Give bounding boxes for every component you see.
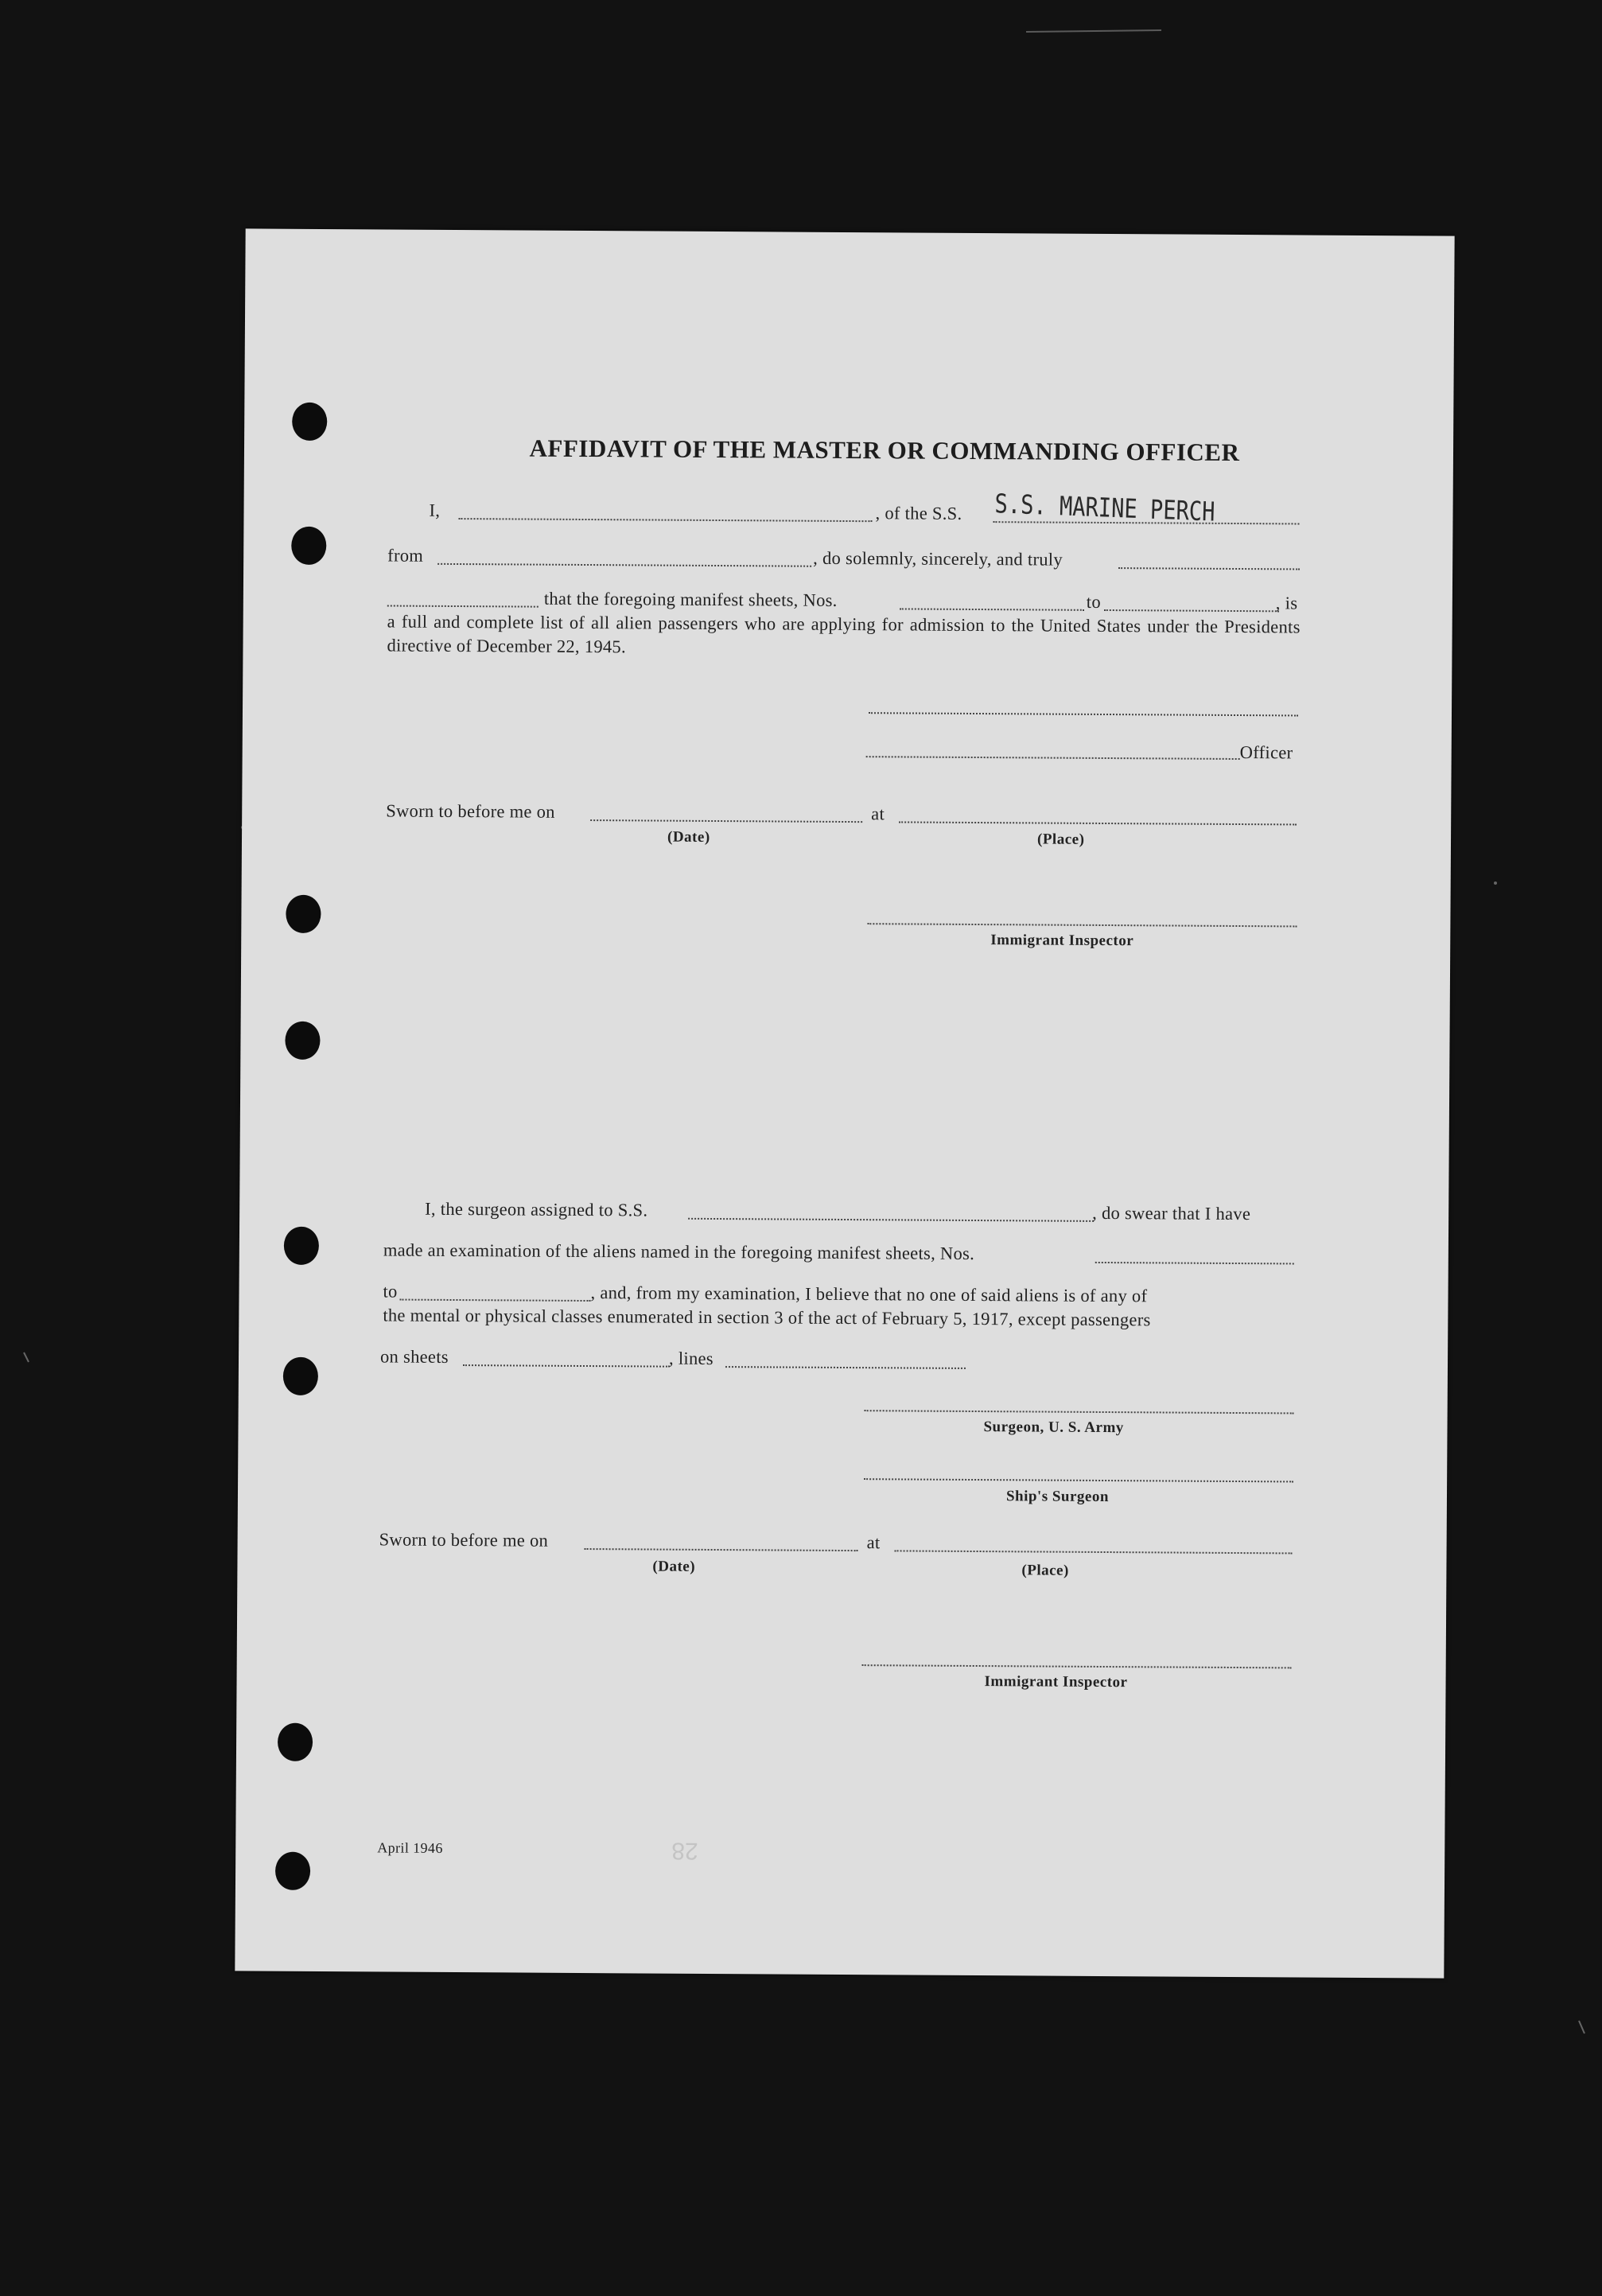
footer-date: April 1946 — [377, 1839, 443, 1856]
surgeon-at-label: at — [866, 1532, 881, 1553]
surgeon-line-1a: I, the surgeon assigned to S.S. — [425, 1198, 648, 1220]
is-label: , is — [1275, 593, 1298, 613]
date-caption: (Date) — [667, 828, 710, 846]
ships-surgeon-signature-field[interactable] — [864, 1478, 1293, 1482]
master-statement: a full and complete list of all alien passengers who are applying for admission to the United States under the Presidents directive of December 22, 1945. — [387, 611, 1301, 657]
oath-continued-field[interactable] — [387, 605, 539, 607]
manifest-label: that the foregoing manifest sheets, Nos. — [543, 588, 838, 610]
surgeon-sworn-place-field[interactable] — [895, 1550, 1293, 1554]
army-surgeon-caption: Surgeon, U. S. Army — [983, 1418, 1124, 1437]
sheets-field[interactable] — [463, 1364, 670, 1368]
surgeon-inspector-caption: Immigrant Inspector — [984, 1673, 1128, 1691]
ships-surgeon-caption: Ship's Surgeon — [1005, 1488, 1110, 1506]
inspector-signature-field[interactable] — [867, 923, 1297, 927]
to-label: to — [1086, 591, 1102, 612]
of-ss-label: , of the S.S. — [875, 503, 962, 523]
surgeon-inspector-signature-field[interactable] — [862, 1664, 1292, 1668]
surgeon-manifest-to-field[interactable] — [399, 1299, 590, 1302]
i-label: I, — [429, 500, 441, 520]
from-field[interactable] — [437, 563, 811, 567]
punch-hole — [286, 895, 321, 933]
page-title: AFFIDAVIT OF THE MASTER OR COMMANDING OFFICER — [529, 434, 1240, 467]
sheets-label: on sheets — [379, 1346, 449, 1367]
bleed-through-number: 28 — [671, 1837, 698, 1864]
surgeon-sworn-label: Sworn to before me on — [379, 1529, 549, 1551]
sworn-label: Sworn to before me on — [386, 800, 555, 822]
punch-hole — [284, 1227, 319, 1265]
punch-hole — [278, 1723, 313, 1761]
lines-label: , lines — [668, 1348, 714, 1368]
manifest-from-field[interactable] — [900, 608, 1084, 610]
master-name-field[interactable] — [458, 518, 872, 522]
from-label: from — [387, 545, 424, 566]
inspector-caption: Immigrant Inspector — [990, 932, 1134, 950]
sworn-place-field[interactable] — [899, 821, 1297, 825]
punch-hole — [291, 527, 326, 565]
army-surgeon-signature-field[interactable] — [865, 1410, 1294, 1414]
at-label: at — [871, 804, 885, 824]
surgeon-line-3b: , and, from my examination, I believe that no one of said aliens is of any of — [590, 1282, 1148, 1306]
punch-hole — [283, 1357, 318, 1395]
lines-field[interactable] — [725, 1366, 966, 1369]
surgeon-line-1b: , do swear that I have — [1092, 1202, 1251, 1224]
surgeon-line-4: the mental or physical classes enumerated in section 3 of the act of February 5, 1917, except passengers — [383, 1305, 1151, 1330]
place-caption: (Place) — [1036, 831, 1085, 848]
manifest-to-field[interactable] — [1104, 609, 1279, 612]
affidavit-form-page — [235, 228, 1454, 1978]
surgeon-sworn-date-field[interactable] — [585, 1548, 858, 1551]
officer-label: Officer — [1239, 742, 1293, 763]
surgeon-line-3a: to — [383, 1281, 398, 1302]
ship-name-stamp: S.S. MARINE PERCH — [994, 488, 1215, 527]
surgeon-line-2: made an examination of the aliens named in the foregoing manifest sheets, Nos. — [383, 1239, 975, 1263]
surgeon-manifest-from-field[interactable] — [1095, 1262, 1294, 1265]
solemnly-label: , do solemnly, sincerely, and truly — [813, 547, 1063, 570]
punch-hole — [275, 1852, 310, 1890]
oath-field[interactable] — [1118, 567, 1300, 570]
surgeon-ship-field[interactable] — [688, 1218, 1094, 1222]
officer-title-field[interactable] — [866, 756, 1240, 760]
punch-hole — [292, 403, 327, 441]
surgeon-date-caption: (Date) — [652, 1558, 696, 1575]
surgeon-place-caption: (Place) — [1021, 1562, 1069, 1579]
master-signature-field[interactable] — [869, 712, 1298, 716]
sworn-date-field[interactable] — [590, 819, 862, 823]
punch-hole — [285, 1022, 320, 1060]
